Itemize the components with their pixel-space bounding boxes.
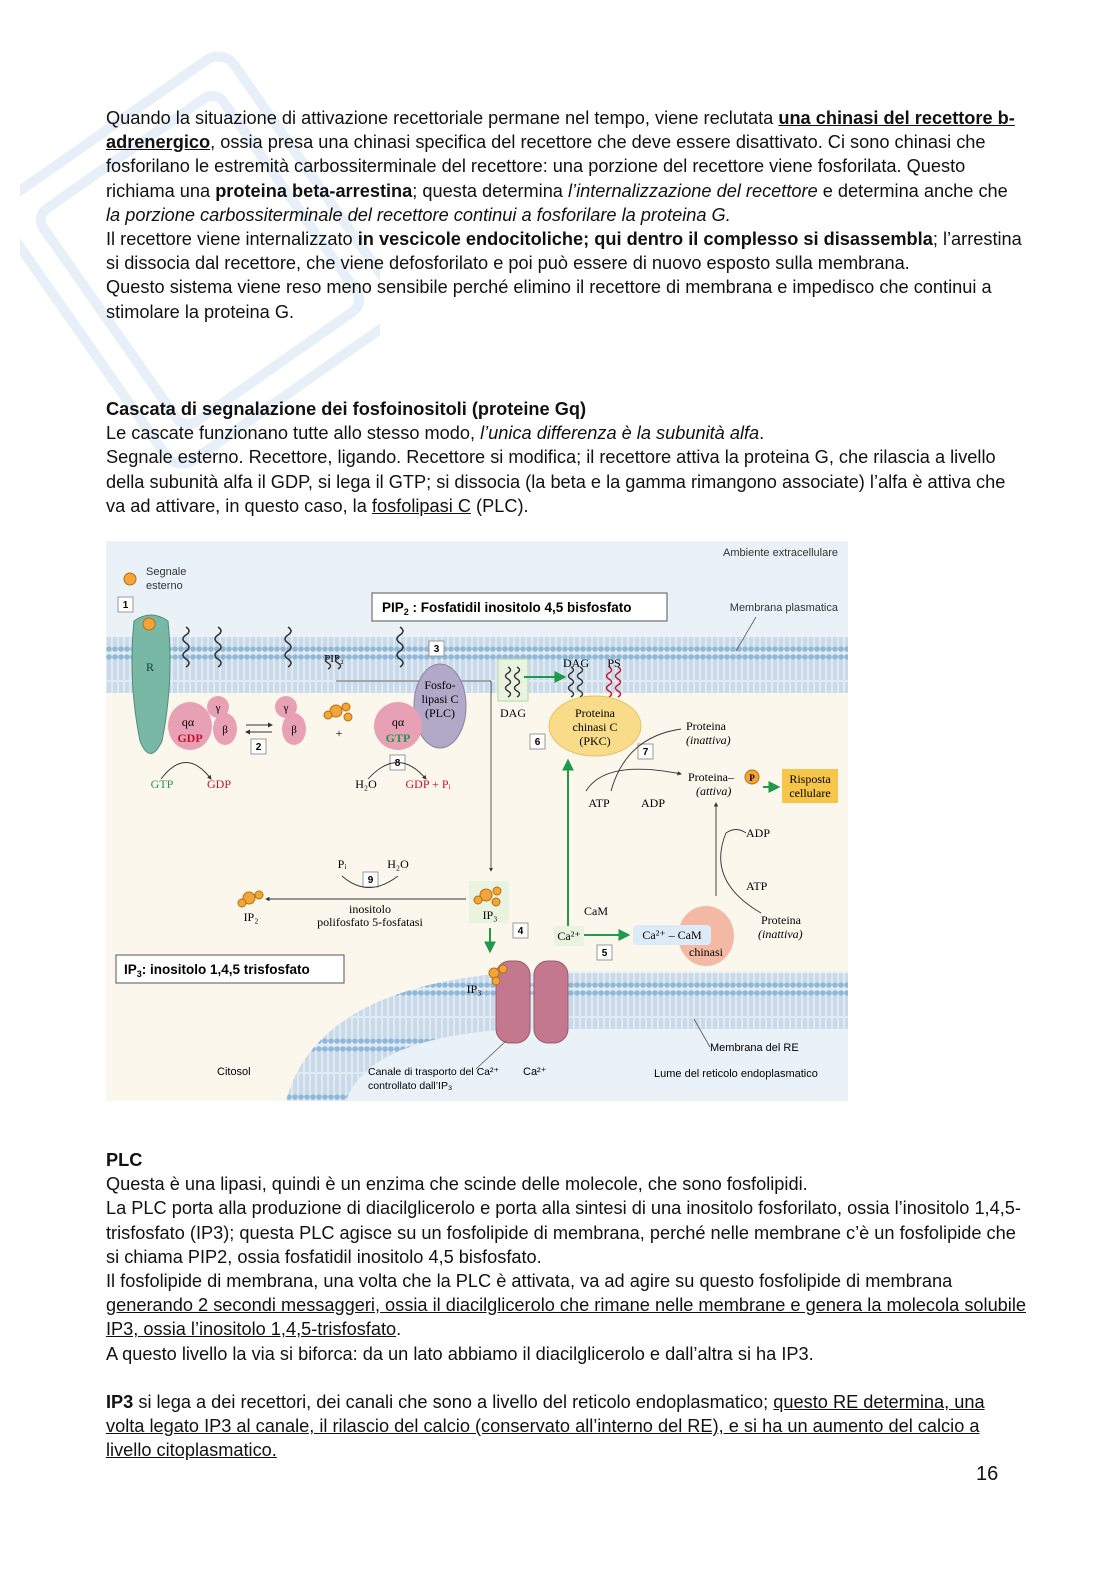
paragraph: IP3 si lega a dei recettori, dei canali che sono a livello del reticolo endoplasmatico; questo RE determina, una volta legato IP3 al canale, il rilascio del calcio (conservato all’interno del RE), e si ha un aumento del calcio a livello citoplasmatico. [106,1392,985,1461]
svg-text:Lume del reticolo endoplasmati: Lume del reticolo endoplasmatico [654,1068,818,1080]
ip3-channel-left [496,961,530,1043]
step-badge: 7 [642,747,649,758]
svg-text:chinasi C: chinasi C [572,720,618,734]
svg-text:qα: qα [181,715,195,729]
svg-text:Risposta: Risposta [789,772,831,786]
svg-text:+: + [335,726,343,740]
paragraph: Il recettore viene internalizzato in vescicole endocitoliche; qui dentro il complesso si disassembla; l’arrestina si dissocia dal recettore, che viene defosforilato e poi può essere di nuovo esposto sulla membrana. [106,229,1022,274]
section-heading: PLC [106,1150,143,1170]
svg-text:(inattiva): (inattiva) [758,927,803,941]
svg-text:P: P [749,773,755,783]
svg-text:Pᵢ: Pᵢ [337,857,347,871]
svg-text:H₂O: H₂O [355,777,377,791]
label-segnale: Segnale [146,566,187,578]
gdp-label: GDP [177,731,203,745]
label-esterno: esterno [146,580,183,592]
phosphoinositide-cascade-figure [106,541,848,1101]
gtp-label: GTP [385,731,411,745]
svg-text:GTP: GTP [150,777,174,791]
svg-text:(PLC): (PLC) [425,706,455,720]
step-badge: 2 [255,742,262,753]
svg-text:Membrana del RE: Membrana del RE [710,1042,799,1054]
svg-text:GDP: GDP [206,777,232,791]
ca2-label: Ca²⁺ [557,929,581,943]
svg-text:Fosfo-: Fosfo- [424,678,456,692]
svg-text:polifosfato 5-fosfatasi: polifosfato 5-fosfatasi [317,915,423,929]
paragraph: Questo sistema viene reso meno sensibile perché elimino il recettore di membrana e impedisco che continui a stimolare la proteina G. [106,277,992,322]
label-ambiente: Ambiente extracellulare [723,547,838,559]
paragraph: Quando la situazione di attivazione recettoriale permane nel tempo, viene reclutata una chinasi del recettore b-adrenergico, ossia presa una chinasi specifica del recettore che deve essere disattivato. Ci sono chinasi che fosforilano le estremità carbossiterminale del recettore: una porzione del recettore viene fosforilata. Questo richiama una proteina beta-arrestina; questa determina l’internalizzazione del recettore e determina anche che la porzione carbossiterminale del recettore continui a fosforilare la proteina G. [106,108,1015,225]
svg-text:Proteina: Proteina [575,706,615,720]
svg-text:CaM: CaM [584,904,608,918]
dag-label: DAG [500,706,526,720]
step-badge: 1 [122,600,129,611]
svg-text:qα: qα [391,715,405,729]
section-heading: Cascata di segnalazione dei fosfoinositoli (proteine Gq) [106,399,587,419]
svg-text:(attiva): (attiva) [696,784,732,798]
page-number: 16 [976,1463,999,1485]
text-block-plc [106,1148,1026,1463]
svg-text:ATP: ATP [746,879,768,893]
step-badge: 4 [517,926,524,937]
step-badge: 8 [394,758,401,769]
svg-text:γ: γ [215,702,221,714]
text-block-cascade [106,397,1026,518]
svg-text:Canale di trasporto del Ca²⁺: Canale di trasporto del Ca²⁺ [368,1066,500,1078]
svg-text:Proteina: Proteina [761,913,801,927]
svg-text:cellulare: cellulare [789,786,831,800]
svg-text:Ca²⁺: Ca²⁺ [523,1066,547,1078]
svg-text:inositolo: inositolo [348,902,392,916]
svg-text:Proteina–: Proteina– [688,770,734,784]
pip2-label: PIP₂ [324,653,344,665]
step-badge: 3 [433,644,440,655]
underlined-bold-text: una chinasi del recettore b-adrenergico [106,108,1015,153]
paragraph: A questo livello la via si biforca: da un lato abbiamo il diacilglicerolo e dall’altra si ha IP3. [106,1343,814,1364]
svg-text:Proteina: Proteina [686,719,726,733]
svg-text:H₂O: H₂O [387,857,409,871]
text-block-arrestin [106,106,1026,324]
svg-text:chinasi: chinasi [689,945,723,959]
svg-text:β: β [291,724,297,736]
svg-text:(PKC): (PKC) [579,734,611,748]
svg-text:Citosol: Citosol [217,1066,251,1078]
svg-text:lipasi C: lipasi C [421,692,459,706]
svg-text:PIP2 : Fosfatidil inositolo 4,: $PIP_2$ : Fosfatidil inositolo 4,5 bisfosfato [382,600,632,617]
svg-text:DAG: DAG [563,656,589,670]
svg-text:IP3: inositolo 1,4,5 trisfosfa: $IP_3$: inositolo 1,4,5 trisfosfato [124,962,310,979]
svg-text:ADP: ADP [640,796,666,810]
svg-text:IP₃: IP₃ [466,982,482,996]
svg-text:controllato dall’IP₃: controllato dall’IP₃ [368,1080,453,1092]
paragraph: Segnale esterno. Recettore, ligando. Recettore si modifica; il recettore attiva la proteina G, che rilascia a livello della subunità alfa il GDP, si lega il GTP; si dissocia (la beta e la gamma rimangono associate) l’alfa è attiva che va ad attivare, in questo caso, la fosfolipasi C (PLC). [106,447,1006,516]
receptor-label: R [145,660,155,674]
paragraph: La PLC porta alla produzione di diacilglicerolo e porta alla sintesi di una inositolo fosforilato, ossia l’inositolo 1,4,5-trisfosfato (IP3); questa PLC agisce su un fosfolipide di membrana, perché nelle membrane c’è un fosfolipide che si chiama PIP2, ossia fosfatidil inositolo 4,5 bisfosfato. [106,1198,1021,1267]
svg-text:IP₂: IP₂ [243,910,259,924]
step-badge: 6 [534,737,541,748]
step-badge: 9 [367,875,374,886]
paragraph: Il fosfolipide di membrana, una volta che la PLC è attivata, va ad agire su questo fosfolipide di membrana generando 2 secondi messaggeri, ossia il diacilglicerolo che rimane nelle membrane e genera la molecola solubile IP3, ossia l’inositolo 1,4,5-trisfosfato. [106,1271,1026,1340]
step-badge: 5 [601,948,608,959]
paragraph: Questa è una lipasi, quindi è un enzima che scinde delle molecole, che sono fosfolipidi. [106,1174,808,1195]
svg-text:ATP: ATP [588,796,610,810]
svg-text:(inattiva): (inattiva) [686,733,731,747]
svg-text:γ: γ [283,702,289,714]
ip3-channel-right [534,961,568,1043]
svg-text:ADP: ADP [746,826,771,840]
label-membrana-plasmatica: Membrana plasmatica [729,602,838,614]
paragraph: Le cascate funzionano tutte allo stesso modo, l’unica differenza è la subunità alfa. [106,423,765,444]
ligand-icon [143,618,155,630]
svg-text:IP₃: IP₃ [482,908,498,922]
svg-text:PS: PS [607,656,621,670]
plasma-membrane [106,637,848,693]
svg-text:β: β [222,724,228,736]
signal-molecule-icon [124,573,136,585]
svg-text:GDP + Pᵢ: GDP + Pᵢ [405,777,451,791]
ca-cam-label: Ca²⁺ – CaM [642,928,702,942]
